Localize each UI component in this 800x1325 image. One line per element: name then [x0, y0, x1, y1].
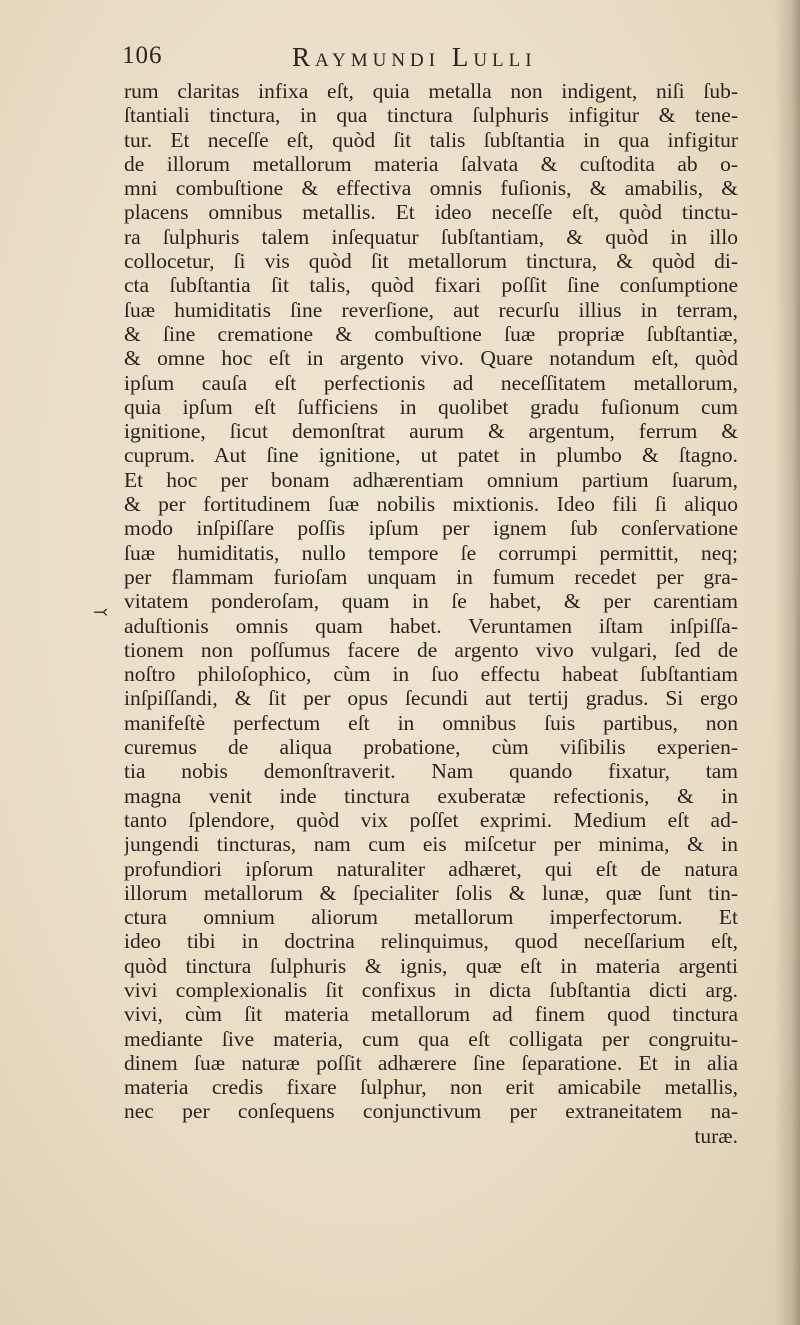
- text-line: tionem non poſſumus facere de argento vivo vulgari, ſed de: [124, 637, 738, 662]
- text-line: ideo tibi in doctrina relinquimus, quod neceſſarium eſt,: [124, 929, 738, 954]
- text-line: vitatem ponderoſam, quam in ſe habet, & per carentiam: [124, 589, 738, 614]
- text-line: ra ſulphuris talem inſequatur ſubſtantiam, & quòd in illo: [124, 224, 738, 249]
- page-header: [122, 42, 734, 78]
- text-line: aduſtionis omnis quam habet. Veruntamen iſtam inſpiſſa-: [124, 613, 738, 638]
- text-line: mni combuſtione & effectiva omnis fuſionis, & amabilis, &: [124, 176, 738, 201]
- text-line: nec per conſequens conjunctivum per extraneitatem na-: [124, 1099, 738, 1124]
- text-line: & ſine crematione & combuſtione ſuæ propriæ ſubſtantiæ,: [124, 321, 738, 346]
- text-line: inſpiſſandi, & ſit per opus ſecundi aut tertij gradus. Si ergo: [124, 686, 738, 711]
- page-number: 106: [122, 42, 163, 69]
- text-line: illorum metallorum & ſpecialiter ſolis & lunæ, quæ ſunt tin-: [124, 880, 738, 905]
- text-line: ſuæ humiditatis ſine reverſione, aut recurſu illius in terram,: [124, 297, 738, 322]
- text-line: de illorum metallorum materia ſalvata & cuſtodita ab o-: [124, 151, 738, 176]
- text-line: turæ.: [694, 1123, 738, 1148]
- text-line: jungendi tincturas, nam cum eis miſcetur per minima, & in: [124, 832, 738, 857]
- text-line: collocetur, ſi vis quòd ſit metallorum tinctura, & quòd di-: [124, 249, 738, 274]
- text-line: profundiori ipſorum naturaliter adhæret, qui eſt de natura: [124, 856, 738, 881]
- text-line: placens omnibus metallis. Et ideo neceſſe eſt, quòd tinctu-: [124, 200, 738, 225]
- text-line: materia credis fixare ſulphur, non erit amicabile metallis,: [124, 1075, 738, 1100]
- page-edge-shadow: [774, 0, 800, 1325]
- text-line: vivi, cùm ſit materia metallorum ad finem quod tinctura: [124, 1002, 738, 1027]
- text-line: tanto ſplendore, quòd vix poſſet exprimi. Medium eſt ad-: [124, 807, 738, 832]
- text-line: rum claritas infixa eſt, quia metalla non indigent, niſi ſub-: [124, 79, 738, 103]
- text-line: tia nobis demonſtraverit. Nam quando fixatur, tam: [124, 759, 738, 784]
- text-line: ipſum cauſa eſt perfectionis ad neceſſitatem metallorum,: [124, 370, 738, 395]
- text-line: & omne hoc eſt in argento vivo. Quare notandum eſt, quòd: [124, 346, 738, 371]
- text-line: magna venit inde tinctura exuberatæ refectionis, & in: [124, 783, 738, 808]
- text-line: cta ſubſtantia ſit talis, quòd fixari poſſit ſine conſumptione: [124, 273, 738, 298]
- text-line: cuprum. Aut ſine ignitione, ut patet in plumbo & ſtagno.: [124, 443, 738, 468]
- text-line: vivi complexionalis ſit confixus in dicta ſubſtantia dicti arg.: [124, 977, 738, 1002]
- running-head: Raymundi Lulli: [292, 42, 537, 72]
- text-line: dinem ſuæ naturæ poſſit adhærere ſine ſeparatione. Et in alia: [124, 1050, 738, 1075]
- text-line: per flammam furioſam unquam in fumum recedet per gra-: [124, 564, 738, 589]
- text-line: quòd tinctura ſulphuris & ignis, quæ eſt in materia argenti: [124, 953, 738, 978]
- text-line: manifeſtè perfectum eſt in omnibus ſuis partibus, non: [124, 710, 738, 735]
- text-line: modo inſpiſſare poſſis ipſum per ignem ſub conſervatione: [124, 516, 738, 541]
- text-line: Et hoc per bonam adhærentiam omnium partium ſuarum,: [124, 467, 738, 492]
- text-line: mediante ſive materia, cum qua eſt colligata per congruitu-: [124, 1026, 738, 1051]
- margin-pointer-icon: ⤙: [93, 602, 109, 622]
- body-text: [124, 79, 738, 1148]
- text-line: noſtro philoſophico, cùm in ſuo effectu habeat ſubſtantiam: [124, 662, 738, 687]
- text-line: ctura omnium aliorum metallorum imperfectorum. Et: [124, 905, 738, 930]
- text-line: & per fortitudinem ſuæ nobilis mixtionis. Ideo fili ſi aliquo: [124, 492, 738, 517]
- text-line: tur. Et neceſſe eſt, quòd ſit talis ſubſtantia in qua infigitur: [124, 127, 738, 152]
- text-line: ſuæ humiditatis, nullo tempore ſe corrumpi permittit, neq;: [124, 540, 738, 565]
- text-line: ſtantiali tinctura, in qua tinctura ſulphuris infigitur & tene-: [124, 103, 738, 128]
- text-line: curemus de aliqua probatione, cùm viſibilis experien-: [124, 735, 738, 760]
- text-line: quia ipſum eſt ſufficiens in quolibet gradu fuſionum cum: [124, 394, 738, 419]
- text-line: ignitione, ſicut demonſtrat aurum & argentum, ferrum &: [124, 419, 738, 444]
